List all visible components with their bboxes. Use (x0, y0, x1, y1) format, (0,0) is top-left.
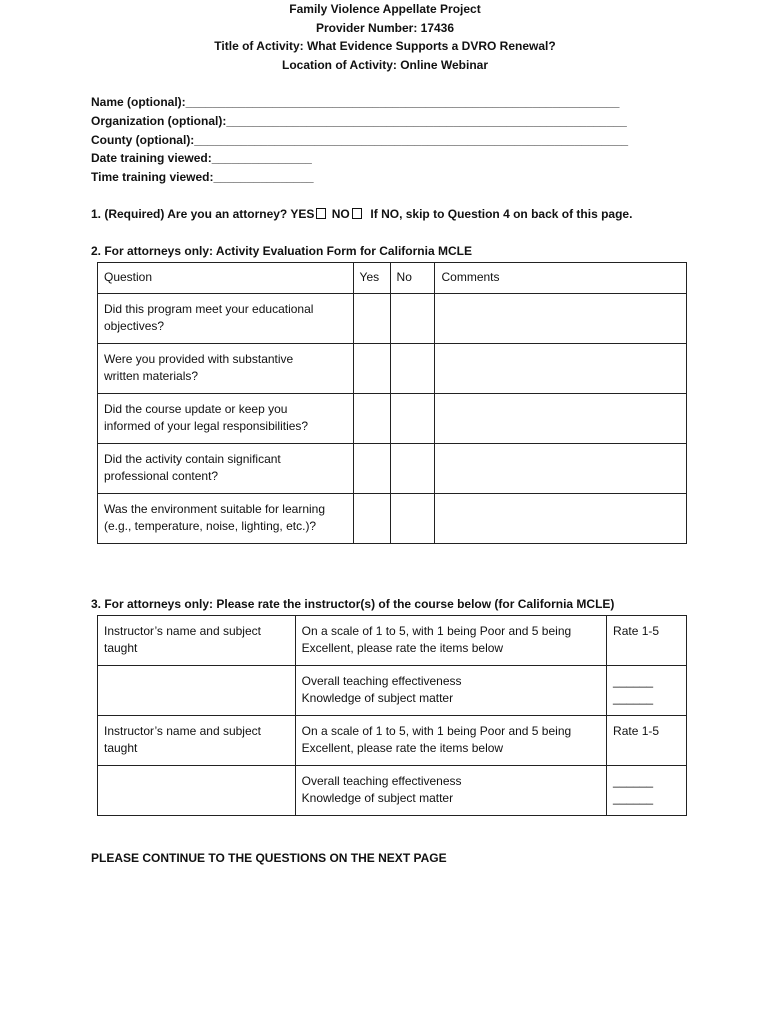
column-header-comments: Comments (435, 263, 687, 294)
attendee-fields (91, 93, 628, 187)
activity-evaluation-table (97, 262, 687, 544)
table-row (98, 294, 687, 344)
rating-items-cell: Overall teaching effectiveness Knowledge of subject matter (295, 666, 606, 716)
table-row (98, 394, 687, 444)
table-row (98, 616, 687, 666)
yes-cell[interactable] (353, 444, 390, 494)
question-cell: Were you provided with substantive written materials? (98, 344, 354, 394)
table-row (98, 666, 687, 716)
comments-cell[interactable] (435, 444, 687, 494)
yes-cell[interactable] (353, 344, 390, 394)
comments-cell[interactable] (435, 344, 687, 394)
question-cell: Did this program meet your educational objectives? (98, 294, 354, 344)
question-cell: Did the activity contain significant professional content? (98, 444, 354, 494)
table-row (98, 344, 687, 394)
instructor-label-cell: Instructor’s name and subject taught (98, 716, 296, 766)
yes-cell[interactable] (353, 394, 390, 444)
form-header (0, 0, 770, 74)
question-1-instruction: If NO, skip to Question 4 on back of this page. (370, 207, 633, 221)
name-field[interactable]: Name (optional):_________________________________________________________________ (91, 95, 620, 109)
activity-title: Title of Activity: What Evidence Supports a DVRO Renewal? (214, 39, 556, 53)
activity-location: Location of Activity: Online Webinar (281, 57, 488, 72)
column-header-question: Question (98, 263, 354, 294)
instructor-name-cell[interactable] (98, 666, 296, 716)
rating-blanks-cell[interactable]: ______ ______ (607, 666, 687, 716)
question-cell: Did the course update or keep you informed of your legal responsibilities? (98, 394, 354, 444)
rating-items-cell: Overall teaching effectiveness Knowledge of subject matter (295, 766, 606, 816)
column-header-yes: Yes (353, 263, 390, 294)
county-field[interactable]: County (optional):_________________________________________________________________ (91, 132, 629, 147)
no-cell[interactable] (390, 344, 435, 394)
organization-field[interactable]: Organization (optional):____________________________________________________________ (91, 113, 627, 128)
scale-instructions-cell: On a scale of 1 to 5, with 1 being Poor and 5 being Excellent, please rate the items below (295, 616, 606, 666)
comments-cell[interactable] (435, 494, 687, 544)
yes-checkbox[interactable] (316, 208, 326, 219)
date-viewed-field[interactable]: Date training viewed:_______________ (91, 151, 312, 166)
instructor-rating-table (97, 615, 687, 816)
table-header-row (98, 263, 687, 294)
rate-header-cell: Rate 1-5 (607, 716, 687, 766)
column-header-no: No (390, 263, 435, 294)
question-1-prompt: 1. (Required) Are you an attorney? YES (91, 207, 315, 221)
yes-cell[interactable] (353, 294, 390, 344)
instructor-label-cell: Instructor’s name and subject taught (98, 616, 296, 666)
time-viewed-field[interactable]: Time training viewed:_______________ (91, 170, 314, 185)
question-3-title: 3. For attorneys only: Please rate the instructor(s) of the course below (for California MCLE) (91, 597, 615, 611)
rate-header-cell: Rate 1-5 (607, 616, 687, 666)
organization-title: Family Violence Appellate Project (289, 2, 481, 16)
question-cell: Was the environment suitable for learning (e.g., temperature, noise, lighting, etc.)? (98, 494, 354, 544)
continue-notice: PLEASE CONTINUE TO THE QUESTIONS ON THE NEXT PAGE (91, 851, 447, 865)
question-2-title: 2. For attorneys only: Activity Evaluation Form for California MCLE (91, 244, 472, 258)
question-1 (91, 207, 632, 221)
rating-blanks-cell[interactable]: ______ ______ (607, 766, 687, 816)
no-cell[interactable] (390, 444, 435, 494)
no-checkbox[interactable] (352, 208, 362, 219)
provider-number: Provider Number: 17436 (315, 20, 455, 35)
no-label: NO (331, 207, 350, 221)
table-row (98, 716, 687, 766)
no-cell[interactable] (390, 294, 435, 344)
table-row (98, 444, 687, 494)
table-row (98, 494, 687, 544)
scale-instructions-cell: On a scale of 1 to 5, with 1 being Poor and 5 being Excellent, please rate the items below (295, 716, 606, 766)
comments-cell[interactable] (435, 294, 687, 344)
yes-cell[interactable] (353, 494, 390, 544)
instructor-name-cell[interactable] (98, 766, 296, 816)
comments-cell[interactable] (435, 394, 687, 444)
table-row (98, 766, 687, 816)
no-cell[interactable] (390, 494, 435, 544)
no-cell[interactable] (390, 394, 435, 444)
